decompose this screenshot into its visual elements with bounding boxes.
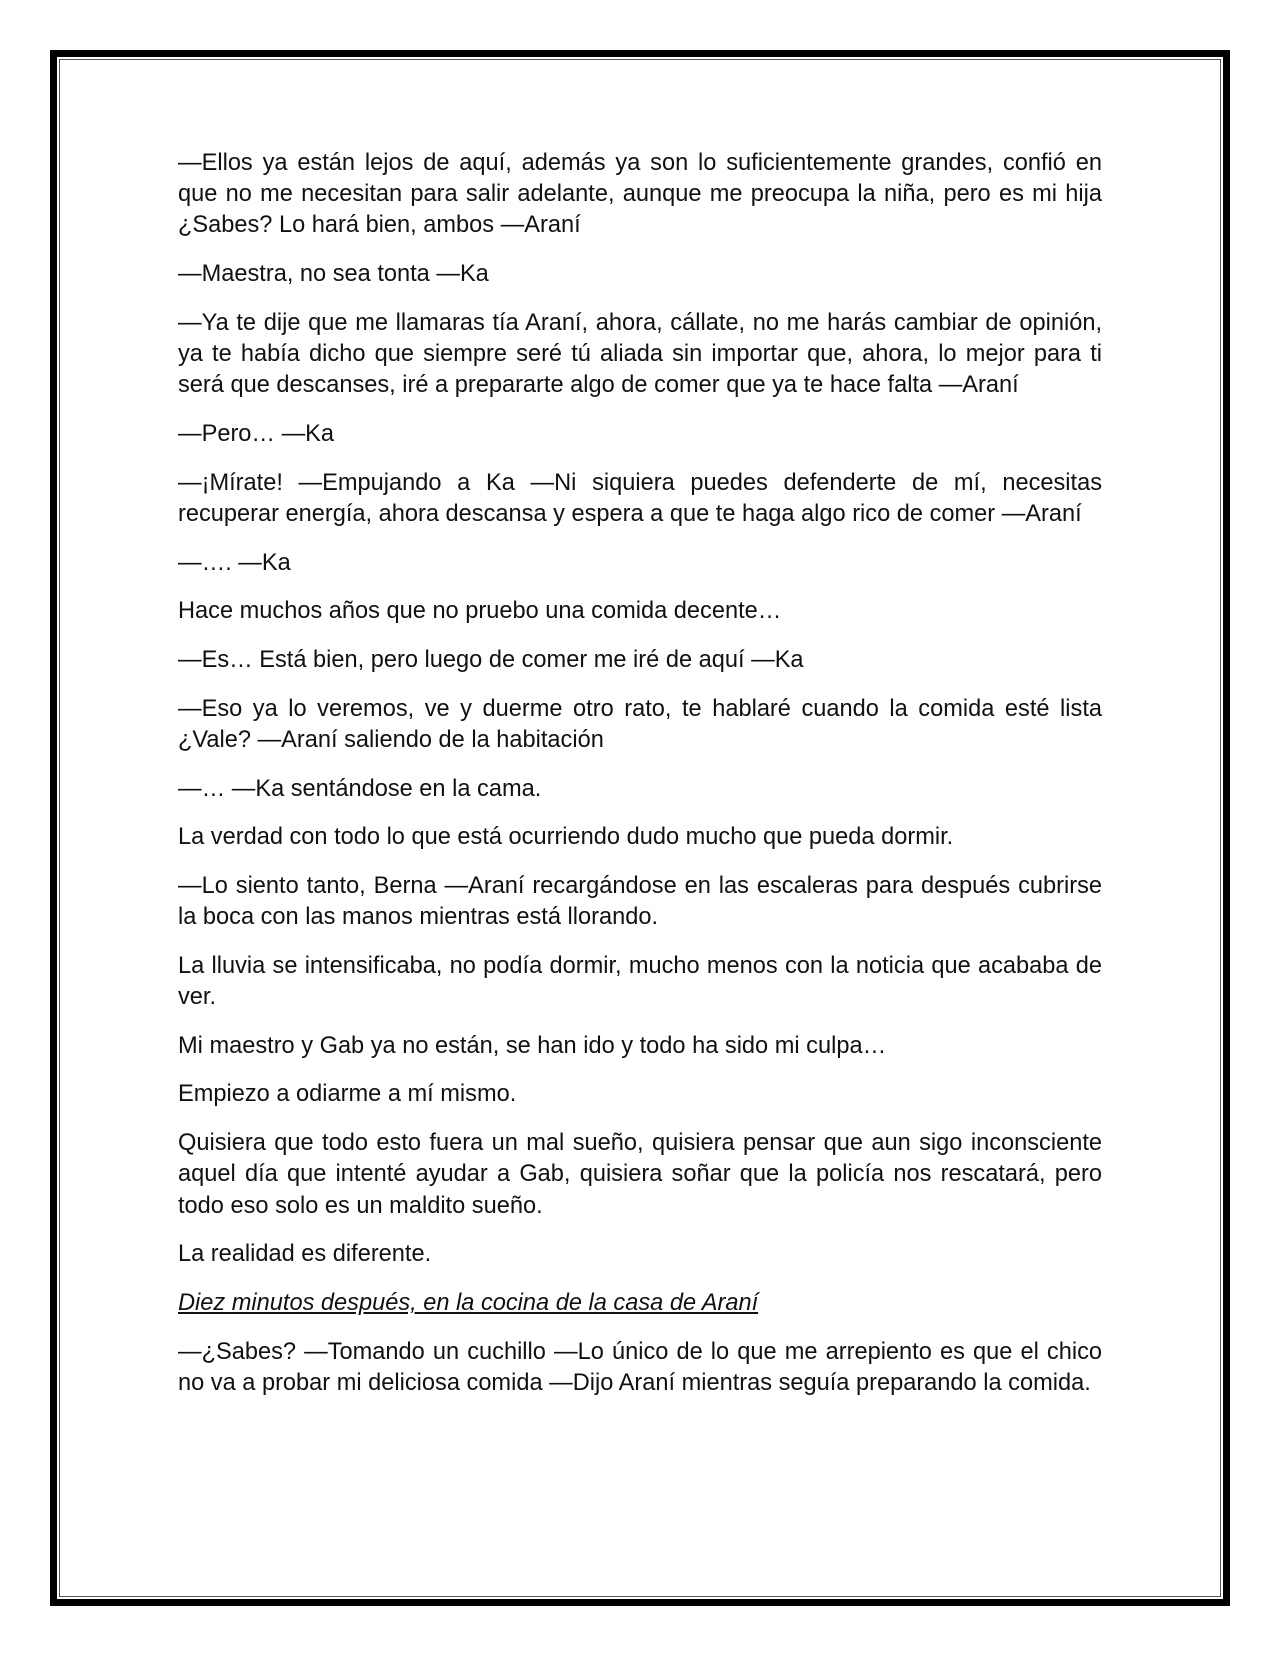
paragraph: La lluvia se intensificaba, no podía dormir, mucho menos con la noticia que acababa de ver.: [178, 952, 1102, 1011]
paragraph: Quisiera que todo esto fuera un mal sueño, quisiera pensar que aun sigo inconsciente aquel día que intenté ayudar a Gab, quisiera soñar que la policía nos rescatará, pero todo eso solo es un maldito sueño.: [178, 1130, 1102, 1219]
paragraph: —Ellos ya están lejos de aquí, además ya son lo suficientemente grandes, confió en que no me necesitan para salir adelante, aunque me preocupa la niña, pero es mi hija ¿Sabes? Lo hará bien, ambos —Araní: [178, 150, 1102, 239]
paragraph: La realidad es diferente.: [178, 1241, 432, 1268]
paragraph: —Ya te dije que me llamaras tía Araní, ahora, cállate, no me harás cambiar de opinión, ya te había dicho que siempre seré tú aliada sin importar que, ahora, lo mejor para ti será que descanses, iré a prepararte algo de comer que ya te hace falta —Araní: [178, 309, 1102, 399]
scene-heading: Diez minutos después, en la cocina de la casa de Araní: [178, 1289, 759, 1316]
paragraph: —Eso ya lo veremos, ve y duerme otro rato, te hablaré cuando la comida esté lista ¿Vale? —Araní saliendo de la habitación: [178, 695, 1102, 753]
paragraph: —Lo siento tanto, Berna —Araní recargándose en las escaleras para después cubrirse la boca con las manos mientras está llorando.: [178, 872, 1102, 931]
document-body: [178, 148, 1102, 1417]
paragraph: La verdad con todo lo que está ocurriendo dudo mucho que pueda dormir.: [178, 824, 954, 851]
paragraph: —¡Mírate! —Empujando a Ka —Ni siquiera puedes defenderte de mí, necesitas recuperar energía, ahora descansa y espera a que te haga algo rico de comer —Araní: [178, 469, 1102, 527]
paragraph: —¿Sabes? —Tomando un cuchillo —Lo único de lo que me arrepiento es que el chico no va a probar mi deliciosa comida —Dijo Araní mientras seguía preparando la comida.: [178, 1338, 1102, 1396]
paragraph: —Pero… —Ka: [178, 420, 335, 447]
paragraph: Hace muchos años que no pruebo una comida decente…: [178, 598, 782, 625]
paragraph: —… —Ka sentándose en la cama.: [178, 775, 542, 802]
paragraph: Empiezo a odiarme a mí mismo.: [178, 1081, 517, 1108]
paragraph: —Maestra, no sea tonta —Ka: [178, 261, 489, 288]
paragraph: —Es… Está bien, pero luego de comer me iré de aquí —Ka: [178, 646, 804, 673]
paragraph: —…. —Ka: [178, 549, 291, 576]
paragraph: Mi maestro y Gab ya no están, se han ido y todo ha sido mi culpa…: [178, 1032, 887, 1059]
